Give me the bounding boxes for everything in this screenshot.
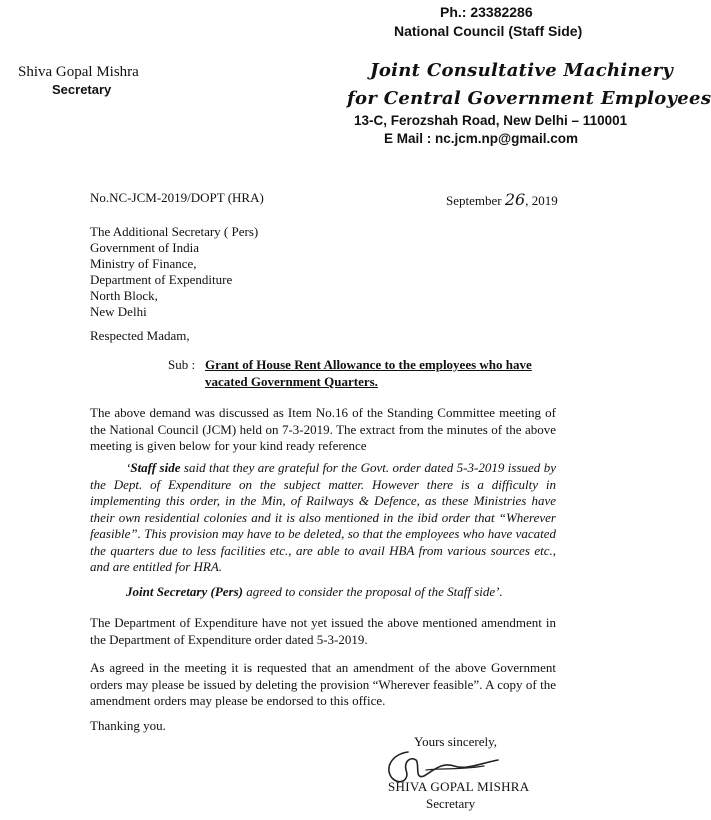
date-month: September: [446, 193, 502, 208]
letterhead-body-line1: Joint Consultative Machinery: [370, 60, 674, 81]
letterhead-address: 13-C, Ferozshah Road, New Delhi – 110001: [354, 113, 628, 128]
closing-name: SHIVA GOPAL MISHRA: [388, 779, 530, 794]
reference-number: No.NC-JCM-2019/DOPT (HRA): [90, 190, 264, 205]
recipient-line: Department of Expenditure: [90, 272, 233, 287]
extract-body-2: agreed to consider the proposal of the Staff side’.: [242, 584, 503, 599]
closing-yours: Yours sincerely,: [414, 734, 498, 749]
extract-body: said that they are grateful for the Govt. order dated 5-3-2019 issued by the Dept. of Expenditure on the subject matter. However there is a difficulty in implementing this order, in the Min, of Railways & Defence, as these Ministries have their own residential colonies and it is also mentioned in the ibid order that “Wherever feasible”. This provision may have to be deleted, so that the employees who have vacated the quarters due to less facilities etc., are able to avail HBA from various sources etc., and are entitled for HRA.: [90, 460, 556, 574]
minutes-extract-2: [126, 584, 556, 601]
closing-designation: Secretary: [426, 796, 476, 811]
letterhead-body-line2: for Central Government Employees: [347, 88, 711, 109]
recipient-line: Ministry of Finance,: [90, 256, 197, 271]
date-day: 26: [504, 190, 526, 209]
subject-line2: vacated Government Quarters.: [205, 374, 378, 389]
letterhead-org: National Council (Staff Side): [394, 23, 583, 39]
letterhead-phone: Ph.: 23382286: [440, 4, 533, 20]
sender-designation: Secretary: [52, 82, 112, 97]
minutes-extract: [90, 460, 556, 576]
date-year: , 2019: [525, 193, 558, 208]
recipient-line: The Additional Secretary ( Pers): [90, 224, 259, 239]
salutation: Respected Madam,: [90, 328, 190, 343]
recipient-line: Government of India: [90, 240, 200, 255]
subject-label: Sub :: [168, 357, 196, 372]
recipient-address: [90, 224, 258, 320]
paragraph-request: As agreed in the meeting it is requested that an amendment of the above Government orders may please be issued by deleting the provision “Wherever feasible”. A copy of the amendment orders may please be endorsed to this office.: [90, 660, 556, 708]
recipient-line: New Delhi: [90, 304, 147, 319]
joint-secretary-lead: Joint Secretary (Pers): [126, 584, 243, 599]
quote-open-mark: ‘: [126, 460, 131, 475]
recipient-line: North Block,: [90, 288, 158, 303]
subject-line1: Grant of House Rent Allowance to the employees who have: [205, 357, 532, 372]
letter-date: [446, 190, 558, 209]
staff-side-lead: Staff side: [130, 460, 181, 475]
letterhead-email: E Mail : nc.jcm.np@gmail.com: [384, 131, 578, 146]
thanking-line: Thanking you.: [90, 718, 166, 733]
paragraph-pending-amendment: The Department of Expenditure have not yet issued the above mentioned amendment in the Department of Expenditure order dated 5-3-2019.: [90, 615, 556, 647]
paragraph-intro: The above demand was discussed as Item No.16 of the Standing Committee meeting of the National Council (JCM) held on 7-3-2019. The extract from the minutes of the above meeting is given below for your kind ready reference: [90, 405, 556, 453]
sender-name: Shiva Gopal Mishra: [18, 64, 139, 80]
